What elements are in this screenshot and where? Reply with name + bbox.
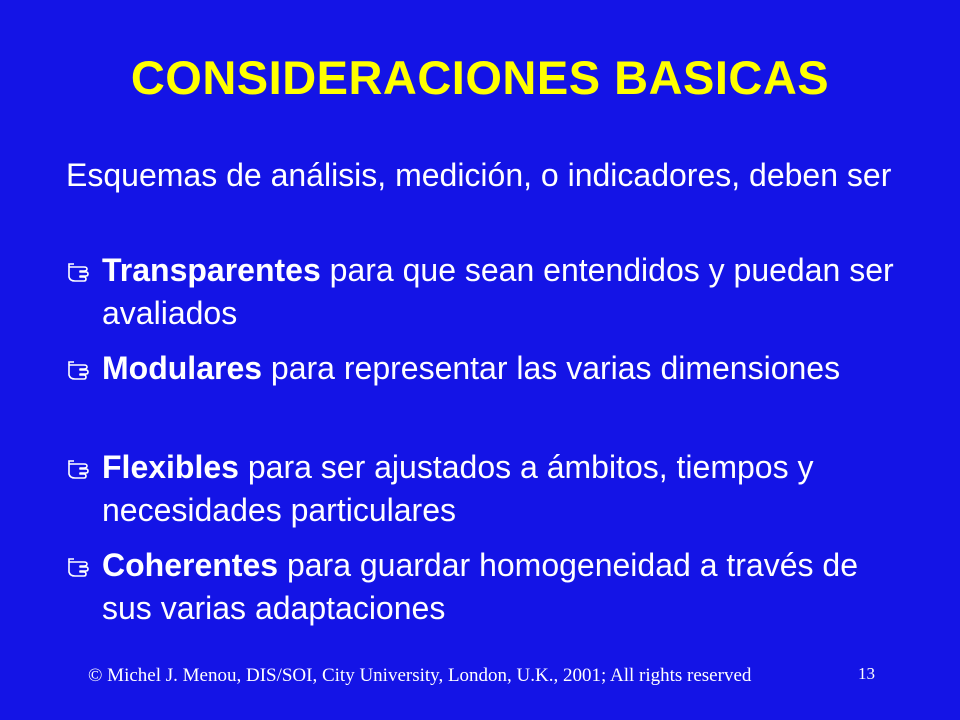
intro-text: Esquemas de análisis, medición, o indicadores, deben ser: [66, 157, 892, 193]
slide-title: CONSIDERACIONES BASICAS: [130, 51, 830, 104]
bullet-term: Flexibles: [102, 449, 239, 485]
pointing-hand-icon: [66, 353, 96, 383]
bullet-text: para que sean entendidos y puedan ser avaliados: [102, 252, 894, 331]
bullet-item: [66, 446, 916, 532]
bullet-term: Modulares: [102, 350, 263, 386]
bullet-item: [66, 347, 916, 390]
bullet-term: Coherentes: [102, 547, 279, 583]
page-number: 13: [858, 664, 875, 683]
bullet-term: Transparentes: [102, 252, 321, 288]
bullet-item: [66, 249, 916, 335]
bullet-item: [66, 544, 916, 630]
copyright-footer: © Michel J. Menou, DIS/SOI, City University, London, U.K., 2001; All rights reserved: [88, 665, 752, 686]
bullet-text: para representar las varias dimensiones: [262, 350, 841, 386]
bullet-text: para guardar homogeneidad a través de sus varias adaptaciones: [102, 547, 858, 626]
pointing-hand-icon: [66, 452, 96, 482]
pointing-hand-icon: [66, 255, 96, 285]
pointing-hand-icon: [66, 550, 96, 580]
bullet-text: para ser ajustados a ámbitos, tiempos y necesidades particulares: [102, 449, 814, 528]
